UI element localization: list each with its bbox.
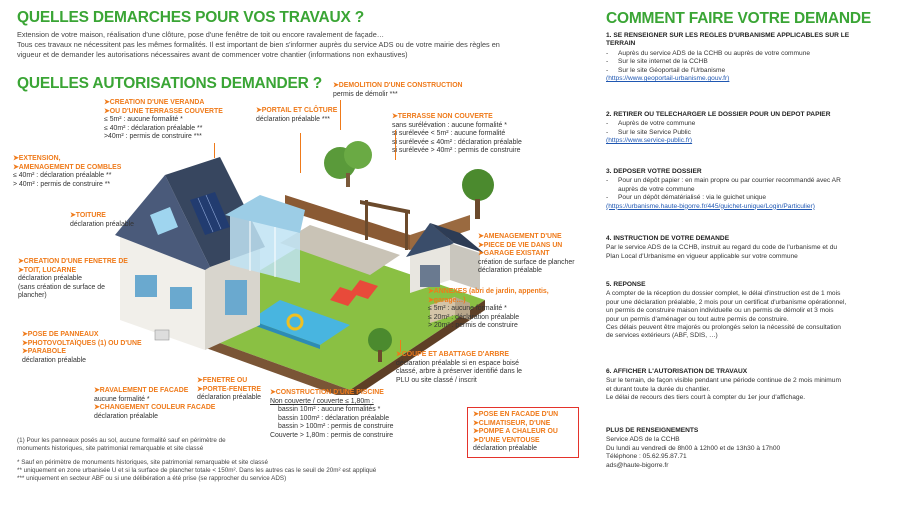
annexes-line-1: ≤ 5m² : aucune formalité *	[428, 305, 507, 313]
piscine-line-2: bassin 10m² : aucune formalités *	[278, 406, 381, 414]
extension-title-2: ➤ AMENAGEMENT DE COMBLES	[13, 164, 121, 173]
fenetre-toit-line-1: déclaration préalable	[18, 275, 82, 283]
footnote-2: * Sauf en périmètre de monuments historiques, site patrimonial remarquable et site classé	[17, 459, 268, 466]
step-5-text-5: Ces délais peuvent être majorés ou prolongés selon la nécessité de consultation	[606, 324, 841, 332]
intro-line-2: Tous ces travaux ne nécessitent pas les mêmes formalités. Il est important de bien s'informer auprès du service ADS ou de votre mairie des règles en	[17, 40, 500, 49]
step-4-text-2: Plan Local d'Urbanisme en vigueur applicable sur votre commune	[606, 252, 798, 260]
label-veranda	[104, 99, 223, 142]
label-portail	[256, 107, 337, 124]
piscine-title: ➤ CONSTRUCTION D'UNE PISCINE	[270, 389, 393, 398]
annexes-line-3: > 20m² : permis de construire	[428, 322, 518, 330]
amenagement-title-2: ➤ PIECE DE VIE DANS UN	[478, 242, 575, 251]
annexes-line-2: ≤ 20m² : déclaration préalable	[428, 313, 520, 321]
intro-text	[17, 30, 587, 60]
step-2-item-1: - Auprès de votre commune	[606, 120, 886, 128]
fenetre-toit-title-1: ➤ CREATION D'UNE FENETRE DE	[18, 258, 128, 267]
ravalement-title: ➤ RAVALEMENT DE FACADE	[94, 387, 215, 396]
title-autorisations: QUELLES AUTORISATIONS DEMANDER ?	[17, 75, 323, 92]
footnote-3: ** uniquement en zone urbanisée U et si la surface de plancher totale < 150m². Dans les autres cas le seuil de 20m² est appliqué	[17, 467, 377, 474]
title-comment-faire: COMMENT FAIRE VOTRE DEMANDE	[606, 10, 871, 27]
terrasse-title: ➤ TERRASSE NON COUVERTE	[392, 113, 522, 122]
label-fenetre	[197, 377, 261, 403]
fenetre-toit-line-2: (sans création de surface de	[18, 283, 105, 291]
demolition-line-1: permis de démolir ***	[333, 90, 398, 98]
link-guichet-unique[interactable]: (https://urbanisme.haute-bigorre.fr/445/guichet-unique/Login/Particulier)	[606, 202, 815, 210]
fenetre-toit-title-2: ➤ TOIT, LUCARNE	[18, 267, 128, 276]
step-5-text-1: A compter de la réception du dossier complet, le délai d'instruction est de 1 mois	[606, 290, 841, 298]
step-2-title: 2. RETIRER OU TELECHARGER LE DOSSIER POUR UN DEPOT PAPIER	[606, 111, 831, 118]
terrasse-line-4: si surélevée > 40m² : permis de construire	[392, 147, 521, 155]
pointer-line-demolition	[340, 100, 341, 130]
couleur-facade-title: ➤ CHANGEMENT COULEUR FACADE	[94, 404, 215, 413]
veranda-title-1: ➤ CREATION D'UNE VERANDA	[104, 99, 223, 108]
coupe-line-2: classé, arbre à préserver identifié dans le	[396, 368, 523, 376]
fenetre-line-1: déclaration préalable	[197, 394, 261, 402]
step-2	[606, 111, 886, 146]
step-4	[606, 235, 891, 261]
step-6-text-1: Sur le terrain, de façon visible pendant une période continue de 2 mois minimum	[606, 377, 841, 385]
coupe-line-3: PLU ou site classé / inscrit	[396, 376, 477, 384]
step-1-item-1: - Auprès du service ADS de la CCHB ou auprès de votre commune	[606, 50, 886, 58]
label-extension	[13, 155, 121, 189]
step-3-title: 3. DEPOSER VOTRE DOSSIER	[606, 168, 702, 175]
climatiseur-title-1: ➤ POSE EN FACADE D'UN	[473, 411, 573, 420]
veranda-title-2: ➤ OU D'UNE TERRASSE COUVERTE	[104, 108, 223, 117]
extension-line-1: ≤ 40m² : déclaration préalable **	[13, 172, 112, 180]
step-5-text-4: pour un permis d'aménager ou tout autre permis de construire.	[606, 315, 789, 323]
piscine-line-5: Couverte > 1,80m : permis de construire	[270, 431, 394, 439]
label-panneaux	[22, 331, 142, 365]
climatiseur-line-1: déclaration préalable	[473, 445, 537, 453]
amenagement-title-3: ➤ GARAGE EXISTANT	[478, 250, 575, 259]
label-amenagement	[478, 233, 575, 276]
step-5-text-3: un permis de construire maison individuelle ou un permis de démolir et 3 mois	[606, 307, 834, 315]
pointer-line-portail	[300, 133, 301, 173]
portail-line-1: déclaration préalable ***	[256, 115, 330, 123]
step-5-title: 5. REPONSE	[606, 281, 646, 288]
label-demolition	[333, 82, 463, 99]
label-toiture	[70, 212, 134, 229]
contact-service: Service ADS de la CCHB	[606, 436, 680, 444]
panneaux-line-1: déclaration préalable	[22, 356, 86, 364]
footnote-4: *** uniquement en secteur ABF ou si une délibération a été prise (se rapprocher du service ADS)	[17, 475, 287, 482]
step-1-item-3: - Sur le site Géoportail de l'Urbanisme	[606, 67, 886, 75]
label-piscine	[270, 389, 393, 441]
piscine-line-1: Non couverte / couverte ≤ 1,80m :	[270, 397, 374, 405]
pointer-line-veranda	[214, 143, 215, 158]
toiture-line-1: déclaration préalable	[70, 220, 134, 228]
intro-line-3: vigueur et de demander les autorisations nécessaires avant de commencer votre chantier (informations non exhaustives)	[17, 50, 408, 59]
title-demarches: QUELLES DEMARCHES POUR VOS TRAVAUX ?	[17, 9, 365, 26]
step-6-text-3: Le délai de recours des tiers court à compter du 1er jour d'affichage.	[606, 394, 806, 402]
coupe-line-1: déclaration préalable si en espace boisé	[396, 359, 519, 367]
piscine-line-3: bassin 100m² : déclaration préalable	[278, 414, 390, 422]
step-2-item-2: - Sur le site Service Public	[606, 129, 886, 137]
intro-line-1: Extension de votre maison, réalisation d'une clôture, pose d'une fenêtre de toit ou encore ravalement de façade…	[17, 30, 385, 39]
step-6-text-2: et durant toute la durée du chantier.	[606, 385, 711, 393]
panneaux-title-2: ➤ PHOTOVOLTAÏQUES (1) OU D'UNE	[22, 340, 142, 349]
panneaux-title-3: ➤ PARABOLE	[22, 348, 142, 357]
link-geoportail[interactable]: (https://www.geoportail-urbanisme.gouv.fr)	[606, 75, 730, 83]
coupe-title: ➤ COUPE ET ABATTAGE D'ARBRE	[396, 351, 522, 360]
climatiseur-title-2: ➤ CLIMATISEUR, D'UNE	[473, 420, 573, 429]
amenagement-line-2: déclaration préalable	[478, 267, 542, 275]
amenagement-line-1: création de surface de plancher	[478, 258, 575, 266]
step-3	[606, 168, 891, 211]
step-3-item-1a: - Pour un dépôt papier : en main propre ou par courrier recommandé avec AR	[606, 177, 891, 185]
footnote-1-line-1: (1) Pour les panneaux posés au sol, aucune formalité sauf en périmètre de	[17, 437, 226, 444]
terrasse-line-3: si surélevée ≤ 40m² : déclaration préalable	[392, 138, 522, 146]
climatiseur-title-4: ➤ D'UNE VENTOUSE	[473, 437, 573, 446]
step-1-item-2: - Sur le site internet de la CCHB	[606, 58, 886, 66]
step-6	[606, 368, 891, 403]
amenagement-title-1: ➤ AMENAGEMENT D'UNE	[478, 233, 575, 242]
toiture-title: ➤ TOITURE	[70, 212, 134, 221]
terrasse-line-1: sans surélévation : aucune formalité *	[392, 121, 507, 129]
veranda-line-3: >40m² : permis de construire ***	[104, 133, 202, 141]
panneaux-title-1: ➤ POSE DE PANNEAUX	[22, 331, 142, 340]
contact-phone: Téléphone : 05.62.95.87.71	[606, 453, 687, 461]
step-3-item-1b: auprès de votre commune	[618, 185, 695, 193]
step-1-title-1: 1. SE RENSEIGNER SUR LES REGLES D'URBANISME APPLICABLES SUR LE	[606, 32, 850, 39]
footnote-1-line-2: monuments historiques, site patrimonial remarquable et site classé	[17, 445, 204, 452]
ravalement-line-1: aucune formalité *	[94, 395, 150, 403]
fenetre-title-1: ➤ FENETRE OU	[197, 377, 261, 386]
label-coupe	[396, 351, 522, 385]
climatiseur-title-3: ➤ POMPE A CHALEUR OU	[473, 428, 573, 437]
link-service-public[interactable]: (https://www.service-public.fr)	[606, 137, 693, 145]
piscine-line-4: bassin > 100m² : permis de construire	[278, 423, 394, 431]
fenetre-toit-line-3: plancher)	[18, 292, 47, 300]
veranda-line-2: ≤ 40m² : déclaration préalable **	[104, 124, 203, 132]
step-3-item-2: - Pour un dépôt dématérialisé : via le guichet unique	[606, 194, 891, 202]
contact-info	[606, 427, 891, 470]
footnotes	[17, 437, 597, 483]
step-5	[606, 281, 891, 341]
extension-title-1: ➤ EXTENSION,	[13, 155, 121, 164]
annexes-title-1: ➤ ANNEXES (abri de jardin, appentis,	[428, 288, 549, 297]
contact-email[interactable]: ads@haute-bigorre.fr	[606, 461, 669, 469]
contact-hours: Du lundi au vendredi de 8h00 à 12h00 et de 13h30 à 17h00	[606, 444, 781, 452]
step-1-title-2: TERRAIN	[606, 40, 636, 48]
label-annexes	[428, 288, 549, 331]
label-terrasse	[392, 113, 522, 156]
step-1	[606, 32, 886, 83]
step-6-title: 6. AFFICHER L'AUTORISATION DE TRAVAUX	[606, 368, 748, 375]
fenetre-title-2: ➤ PORTE-FENETRE	[197, 386, 261, 395]
ravalement-line-2: déclaration préalable	[94, 412, 158, 420]
terrasse-line-2: si surélevée < 5m² : aucune formalité	[392, 130, 506, 138]
step-4-text-1: Par le service ADS de la CCHB, instruit au regard du code de l'urbanisme et du	[606, 244, 838, 252]
contact-title: PLUS DE RENSEIGNEMENTS	[606, 427, 699, 434]
veranda-line-1: ≤ 5m² : aucune formalité *	[104, 116, 183, 124]
step-5-text-2: pour une déclaration préalable, 2 mois pour un certificat d'urbanisme opérationnel,	[606, 298, 847, 306]
step-4-title: 4. INSTRUCTION DE VOTRE DEMANDE	[606, 235, 730, 242]
step-5-text-6: de services extérieurs (ABF, SDIS, …)	[606, 332, 718, 340]
annexes-title-2: ➤ garage…)	[428, 297, 549, 306]
label-fenetre-toit	[18, 258, 128, 301]
portail-title: ➤ PORTAIL ET CLÔTURE	[256, 107, 337, 116]
extension-line-2: > 40m² : permis de construire **	[13, 180, 111, 188]
demolition-title: ➤ DEMOLITION D'UNE CONSTRUCTION	[333, 82, 463, 91]
